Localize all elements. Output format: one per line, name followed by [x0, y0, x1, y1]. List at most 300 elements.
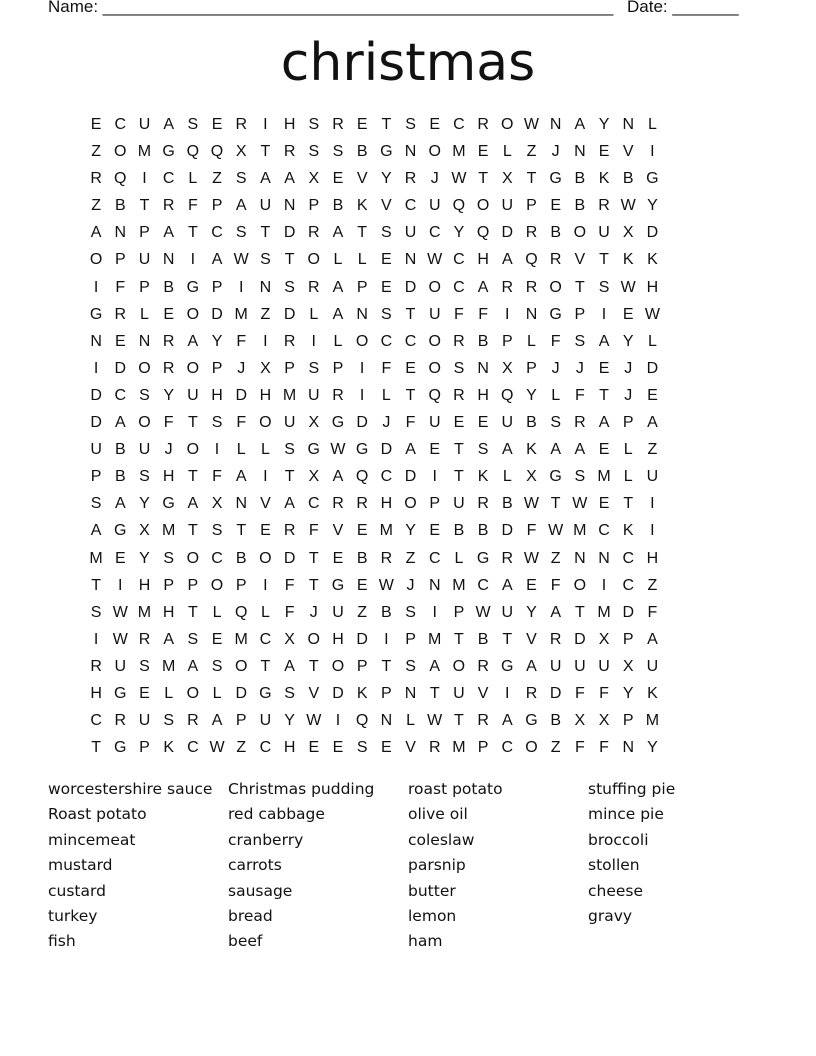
page-title: christmas — [280, 33, 536, 93]
grid-letter: D — [235, 684, 247, 702]
grid-letter: T — [405, 386, 416, 404]
grid-letter: U — [259, 197, 272, 215]
grid-letter: P — [139, 739, 150, 757]
grid-letter: P — [622, 712, 634, 730]
grid-letter: U — [646, 657, 659, 675]
grid-letter: M — [161, 657, 176, 675]
grid-letter: T — [526, 170, 537, 188]
grid-letter: L — [309, 305, 319, 323]
grid-letter: B — [526, 414, 537, 432]
grid-letter: A — [284, 170, 295, 188]
grid-letter: R — [477, 712, 489, 730]
grid-letter: W — [644, 305, 660, 323]
grid-letter: I — [432, 468, 437, 486]
grid-letter: V — [405, 739, 416, 757]
grid-letter: O — [573, 224, 587, 242]
grid-letter: E — [356, 116, 368, 133]
grid-letter: L — [357, 251, 367, 269]
grid-letter: S — [187, 116, 199, 133]
grid-letter: X — [574, 712, 586, 730]
grid-letter: A — [647, 414, 658, 432]
grid-letter: X — [308, 414, 320, 432]
grid-letter: R — [356, 495, 368, 513]
grid-letter: O — [89, 251, 103, 269]
grid-letter: Y — [647, 197, 658, 215]
grid-letter: M — [428, 630, 442, 648]
grid-letter: I — [142, 170, 147, 188]
grid-letter: P — [163, 576, 174, 594]
grid-letter: Y — [381, 170, 392, 188]
grid-row — [84, 409, 665, 436]
grid-letter: I — [190, 251, 196, 269]
grid-letter: N — [574, 549, 586, 567]
grid-letter: T — [574, 603, 585, 621]
grid-letter: S — [235, 224, 247, 242]
grid-letter: A — [574, 441, 586, 459]
grid-letter: P — [381, 684, 392, 702]
grid-letter: R — [477, 116, 489, 133]
grid-letter: T — [599, 386, 609, 404]
grid-letter: Q — [355, 712, 369, 730]
grid-row — [84, 274, 665, 301]
grid-letter: N — [404, 251, 417, 269]
grid-letter: W — [620, 278, 636, 296]
grid-letter: D — [549, 684, 562, 702]
grid-letter: D — [404, 278, 417, 296]
grid-letter: D — [356, 414, 368, 432]
grid-letter: J — [406, 576, 415, 594]
grid-letter: D — [574, 630, 586, 648]
grid-letter: R — [525, 278, 538, 296]
grid-letter: E — [211, 116, 223, 133]
grid-letter: U — [646, 468, 659, 486]
grid-letter: O — [186, 549, 200, 567]
grid-letter: T — [187, 414, 198, 432]
word-item: worcestershire sauce — [48, 780, 213, 798]
grid-letter: Y — [598, 116, 610, 133]
grid-letter: I — [432, 603, 437, 621]
grid-letter: W — [548, 522, 564, 540]
grid-letter: I — [384, 630, 389, 648]
grid-row — [84, 734, 665, 761]
word-item: sausage — [228, 881, 293, 900]
grid-letter: E — [381, 278, 392, 296]
grid-letter: D — [380, 441, 393, 459]
grid-letter: M — [452, 143, 466, 161]
grid-letter: P — [90, 468, 102, 486]
grid-letter: D — [283, 305, 296, 323]
grid-letter: R — [549, 630, 562, 648]
grid-letter: R — [453, 332, 465, 350]
grid-letter: H — [477, 386, 489, 404]
grid-letter: A — [90, 522, 102, 540]
grid-letter: B — [114, 197, 126, 215]
grid-letter: V — [622, 143, 634, 161]
grid-letter: C — [114, 386, 127, 404]
word-column — [48, 777, 228, 955]
grid-letter: M — [234, 305, 248, 323]
grid-letter: P — [114, 251, 126, 269]
grid-letter: W — [523, 495, 540, 513]
grid-letter: U — [332, 603, 344, 621]
grid-letter: O — [186, 305, 200, 323]
grid-letter: T — [454, 630, 464, 648]
grid-row — [84, 626, 665, 653]
grid-letter: A — [211, 712, 223, 730]
grid-letter: C — [453, 116, 465, 133]
grid-letter: I — [263, 576, 268, 594]
grid-letter: H — [283, 116, 296, 133]
grid-letter: C — [428, 224, 441, 242]
grid-letter: H — [477, 251, 489, 269]
grid-letter: E — [598, 143, 610, 161]
grid-letter: W — [572, 495, 588, 513]
grid-letter: F — [308, 522, 319, 540]
grid-letter: S — [381, 305, 392, 323]
grid-letter: N — [283, 197, 296, 215]
grid-letter: S — [284, 278, 295, 296]
grid-letter: G — [162, 143, 175, 161]
grid-letter: N — [622, 739, 634, 757]
grid-letter: E — [429, 522, 441, 540]
word-item: carrots — [228, 856, 282, 875]
grid-letter: S — [453, 359, 465, 377]
grid-letter: F — [550, 332, 561, 350]
grid-letter: Z — [550, 739, 561, 757]
grid-letter: X — [622, 224, 634, 242]
grid-letter: R — [404, 170, 417, 188]
grid-letter: S — [381, 224, 392, 242]
grid-letter: A — [235, 468, 247, 486]
grid-letter: T — [405, 305, 416, 323]
grid-letter: G — [186, 278, 200, 296]
grid-letter: S — [211, 657, 223, 675]
grid-letter: U — [428, 414, 441, 432]
grid-row — [84, 246, 665, 273]
grid-letter: L — [260, 441, 270, 459]
grid-letter: O — [428, 332, 441, 350]
grid-letter: L — [381, 386, 391, 404]
grid-letter: S — [90, 495, 102, 513]
grid-letter: O — [210, 576, 224, 594]
grid-letter: X — [501, 170, 513, 188]
grid-letter: L — [212, 603, 222, 621]
grid-letter: A — [550, 603, 561, 621]
grid-letter: S — [574, 468, 586, 486]
grid-letter: T — [187, 603, 198, 621]
grid-letter: T — [574, 278, 585, 296]
grid-letter: T — [91, 576, 101, 594]
grid-letter: Y — [622, 332, 634, 350]
grid-letter: L — [502, 143, 512, 161]
grid-letter: P — [211, 278, 223, 296]
grid-letter: G — [162, 495, 175, 513]
grid-letter: M — [282, 386, 297, 404]
grid-letter: P — [139, 278, 150, 296]
grid-letter: O — [331, 657, 345, 675]
grid-letter: Q — [186, 143, 200, 161]
grid-letter: I — [650, 143, 655, 161]
grid-letter: P — [308, 197, 320, 215]
grid-letter: S — [235, 170, 247, 188]
grid-letter: T — [357, 224, 368, 242]
grid-row — [84, 382, 665, 409]
grid-letter: V — [260, 495, 271, 513]
grid-letter: Q — [114, 170, 127, 188]
grid-letter: R — [283, 143, 296, 161]
grid-letter: R — [501, 278, 514, 296]
grid-letter: J — [164, 441, 173, 459]
grid-letter: W — [523, 549, 540, 567]
grid-letter: H — [646, 278, 659, 296]
grid-letter: R — [138, 630, 151, 648]
grid-letter: B — [332, 197, 344, 215]
grid-letter: P — [356, 657, 368, 675]
grid-letter: B — [114, 441, 126, 459]
grid-letter: S — [477, 441, 489, 459]
grid-letter: S — [308, 359, 320, 377]
grid-letter: A — [526, 657, 537, 675]
grid-letter: Y — [526, 603, 537, 621]
grid-letter: T — [550, 495, 561, 513]
grid-letter: X — [308, 170, 320, 188]
grid-letter: I — [505, 684, 510, 702]
grid-letter: P — [622, 630, 634, 648]
grid-letter: L — [236, 441, 246, 459]
grid-letter: U — [283, 414, 296, 432]
grid-letter: T — [260, 657, 271, 675]
grid-letter: S — [139, 386, 150, 404]
grid-letter: F — [284, 576, 295, 594]
grid-letter: U — [138, 251, 151, 269]
grid-letter: I — [93, 359, 99, 377]
grid-letter: L — [260, 603, 270, 621]
grid-letter: O — [355, 332, 369, 350]
grid-letter: U — [138, 116, 151, 133]
grid-letter: K — [356, 684, 368, 702]
grid-letter: X — [211, 495, 223, 513]
grid-letter: S — [332, 143, 344, 161]
grid-letter: U — [138, 712, 151, 730]
grid-letter: G — [549, 170, 562, 188]
grid-letter: R — [477, 657, 489, 675]
grid-letter: S — [356, 739, 368, 757]
grid-letter: A — [235, 197, 247, 215]
word-column — [228, 777, 408, 955]
grid-row — [84, 355, 665, 382]
grid-letter: I — [650, 522, 655, 540]
grid-letter: H — [283, 739, 296, 757]
grid-letter: B — [501, 495, 513, 513]
grid-letter: A — [501, 251, 513, 269]
grid-letter: C — [187, 739, 199, 757]
grid-letter: L — [551, 386, 561, 404]
grid-letter: B — [356, 549, 368, 567]
grid-letter: Y — [139, 495, 150, 513]
grid-letter: A — [550, 441, 561, 459]
grid-letter: D — [211, 305, 223, 323]
grid-letter: E — [550, 197, 561, 215]
grid-letter: N — [114, 224, 127, 242]
grid-letter: D — [332, 684, 344, 702]
grid-letter: R — [428, 739, 441, 757]
grid-letter: G — [307, 441, 320, 459]
grid-letter: Q — [428, 386, 441, 404]
word-item: coleslaw — [408, 830, 475, 849]
grid-letter: J — [237, 359, 246, 377]
grid-letter: E — [598, 441, 610, 459]
grid-letter: O — [428, 359, 441, 377]
grid-letter: E — [260, 522, 271, 540]
grid-letter: L — [647, 116, 657, 133]
grid-letter: S — [574, 332, 586, 350]
grid-letter: L — [188, 170, 198, 188]
grid-letter: P — [332, 359, 344, 377]
word-item: mincemeat — [48, 830, 136, 849]
word-item: stuffing pie — [588, 780, 676, 798]
grid-row — [84, 463, 665, 490]
grid-row — [84, 517, 665, 544]
grid-letter: Z — [236, 739, 247, 757]
grid-letter: I — [118, 576, 123, 594]
grid-letter: F — [236, 332, 247, 350]
grid-letter: C — [404, 332, 417, 350]
grid-letter: A — [260, 170, 271, 188]
grid-letter: L — [164, 684, 174, 702]
grid-letter: J — [551, 143, 560, 161]
grid-row — [84, 599, 665, 626]
grid-letter: R — [549, 251, 562, 269]
grid-letter: T — [381, 116, 392, 133]
grid-letter: B — [381, 603, 392, 621]
grid-letter: S — [284, 684, 295, 702]
grid-letter: T — [478, 170, 488, 188]
grid-letter: E — [429, 116, 441, 133]
grid-letter: U — [501, 414, 514, 432]
grid-letter: R — [501, 549, 514, 567]
grid-letter: S — [405, 116, 416, 133]
grid-letter: G — [114, 684, 127, 702]
grid-letter: S — [139, 657, 150, 675]
grid-letter: A — [332, 224, 344, 242]
word-item: butter — [408, 881, 456, 900]
grid-letter: Z — [647, 576, 658, 594]
grid-letter: U — [453, 684, 465, 702]
grid-letter: U — [259, 712, 272, 730]
grid-letter: R — [162, 332, 175, 350]
grid-letter: L — [623, 441, 633, 459]
grid-letter: T — [454, 712, 464, 730]
grid-letter: D — [356, 630, 368, 648]
grid-letter: U — [549, 657, 562, 675]
letter-grid — [84, 111, 665, 761]
grid-letter: V — [526, 630, 537, 648]
grid-letter: P — [574, 305, 586, 323]
grid-letter: Z — [526, 143, 537, 161]
grid-letter: U — [501, 197, 514, 215]
grid-letter: J — [382, 414, 391, 432]
grid-letter: B — [622, 170, 634, 188]
grid-letter: T — [284, 251, 295, 269]
grid-letter: G — [331, 576, 345, 594]
grid-letter: A — [187, 657, 199, 675]
grid-letter: B — [453, 522, 465, 540]
grid-letter: C — [404, 197, 417, 215]
grid-row — [84, 165, 665, 192]
grid-letter: Z — [212, 170, 222, 188]
grid-row — [84, 301, 665, 328]
grid-letter: E — [356, 522, 368, 540]
grid-letter: F — [187, 197, 198, 215]
grid-letter: M — [137, 143, 152, 161]
grid-letter: C — [453, 278, 465, 296]
grid-letter: C — [308, 495, 320, 513]
grid-letter: C — [90, 712, 102, 730]
grid-letter: S — [308, 116, 320, 133]
grid-letter: W — [112, 603, 128, 621]
word-item: cheese — [588, 881, 644, 900]
grid-letter: I — [650, 495, 655, 513]
grid-letter: V — [381, 197, 392, 215]
grid-letter: A — [429, 657, 441, 675]
grid-letter: L — [333, 251, 343, 269]
grid-letter: E — [332, 549, 344, 567]
grid-letter: A — [477, 278, 489, 296]
grid-letter: G — [501, 657, 514, 675]
grid-letter: T — [308, 576, 319, 594]
grid-letter: Y — [163, 386, 174, 404]
grid-letter: O — [525, 739, 538, 757]
grid-letter: D — [114, 359, 127, 377]
grid-letter: E — [332, 739, 344, 757]
grid-letter: U — [90, 441, 102, 459]
grid-letter: P — [235, 712, 247, 730]
grid-letter: R — [332, 495, 344, 513]
grid-letter: N — [404, 684, 417, 702]
grid-letter: S — [405, 603, 416, 621]
grid-letter: E — [308, 739, 320, 757]
grid-letter: T — [260, 143, 271, 161]
grid-letter: Y — [622, 684, 634, 702]
grid-letter: W — [378, 576, 394, 594]
word-item: lemon — [408, 906, 457, 925]
grid-letter: O — [138, 359, 151, 377]
grid-letter: G — [114, 739, 127, 757]
grid-letter: X — [526, 468, 537, 486]
grid-letter: Z — [647, 441, 658, 459]
grid-letter: E — [622, 305, 634, 323]
grid-letter: E — [356, 576, 368, 594]
grid-letter: O — [501, 116, 514, 133]
grid-letter: D — [283, 549, 296, 567]
grid-letter: T — [308, 657, 319, 675]
grid-row — [84, 653, 665, 680]
grid-letter: R — [308, 224, 320, 242]
grid-letter: P — [501, 332, 513, 350]
grid-letter: K — [622, 251, 634, 269]
grid-letter: F — [647, 603, 658, 621]
grid-letter: E — [405, 359, 416, 377]
grid-letter: W — [451, 170, 467, 188]
grid-letter: P — [526, 359, 537, 377]
grid-letter: W — [233, 251, 249, 269]
word-item: custard — [48, 881, 106, 900]
grid-letter: U — [574, 657, 586, 675]
grid-letter: E — [453, 414, 465, 432]
grid-letter: I — [505, 305, 510, 323]
grid-letter: B — [477, 522, 489, 540]
grid-letter: G — [380, 143, 393, 161]
